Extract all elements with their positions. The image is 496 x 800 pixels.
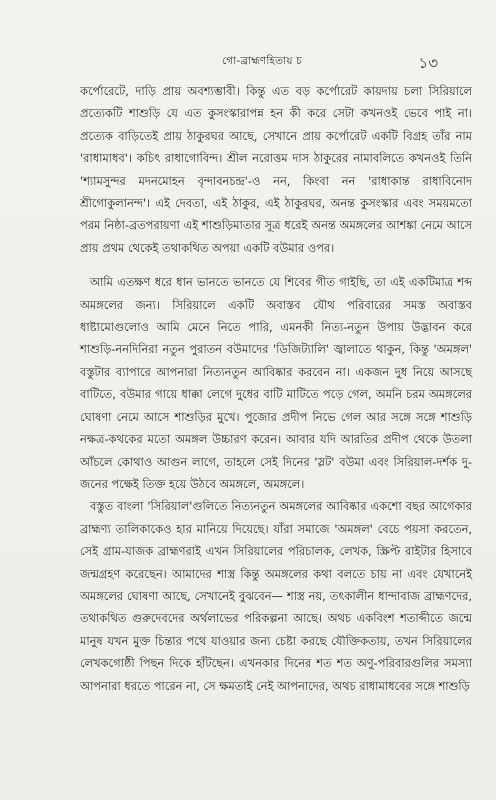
paragraph-2 [80, 271, 472, 495]
paragraph-1-text: কর্পোরেটে, দাড়ি প্রায় অবশ্যম্ভাবী। কিন্তু এত বড় কর্পোরেট কায়দায় চলা সিরিয়ালে প্রত্যেকটি শাশুড়ি যে এত কুসংস্কারাপন্ন হন কী করে সেটা কখনওই ভেবে পাই না। প্রত্যেক বাড়িতেই প্রায় ঠাকুরঘর আছে, সেখানে প্রায় কর্পোরেট একটি বিগ্রহ তাঁর নাম 'রাধামাধব'। কচিৎ রাধাগোবিন্দ। শ্রীল নরোত্তম দাস ঠাকুরের নামাবলিতে কখনওই তিনি 'শ্যামসুন্দর মদনমোহন বৃন্দাবনচন্দ্র'-ও নন, কিংবা নন 'রাধাকান্ত রাধাবিনোদ শ্রীগোকুলানন্দ'। এই দেবতা, এই ঠাকুর, এই ঠাকুরঘর, অনন্ত কুসংস্কার এবং সময়মতো পরম নিষ্ঠা-ব্রতপরায়ণা এই শাশুড়িমাতার সূত্র ধরেই অনন্ত অমঙ্গলের আশঙ্কা নেমে আসে প্রায় প্রথম থেকেই তথাকথিত অপয়া একটি বউমার ওপর। [80, 84, 472, 255]
paragraph-3 [80, 495, 472, 697]
running-header [78, 52, 446, 72]
page-number: ১৩ [418, 54, 438, 72]
paragraph-1 [80, 80, 472, 259]
running-title: গো-ব্রাহ্মণহিতায় চ [221, 55, 302, 67]
paragraph-3-text: বস্তুত বাংলা 'সিরিয়াল'গুলিতে নিত্যনতুন অমঙ্গলের আবিষ্কার একশো বছর আগেকার ব্রাহ্মণ্য তালিকাকেও হার মানিয়ে দিয়েছে। যাঁরা সমাজে 'অমঙ্গল' বেচে পয়সা করতেন, সেই গ্রাম-যাজক ব্রাহ্মণরাই এখন সিরিয়ালের পরিচালক, লেখক, স্ক্রিপ্ট রাইটার হিসাবে জন্মগ্রহণ করেছেন। আমাদের শাস্ত্র কিন্তু অমঙ্গলের কথা বলতে চায় না এবং যেখানেই অমঙ্গলের ঘোষণা আছে, সেখানেই বুঝবেন— শাস্ত্র নয়, তৎকালীন ধান্দাবাজ ব্রাহ্মণদের, তথাকথিত গুরুদেবদের অর্থলাভের পরিকল্পনা আছে। অথচ একবিংশ শতাব্দীতে জন্মে মানুষ যখন মুক্ত চিন্তার পথে যাওয়ার জন্য চেষ্টা করছে যৌক্তিকতায়, তখন সিরিয়ালের লেখকগোষ্ঠী পিছন দিকে হাঁটছেন। এখনকার দিনের শত শত অণু-পরিবারগুলির সমস্যা আপনারা ধরতে পারেন না, সে ক্ষমতাই নেই আপনাদের, অথচ রাধামাধবের সঙ্গে শাশুড়ি [80, 499, 472, 693]
paragraph-2-text: আমি এতক্ষণ ধরে ধান ভানতে ভানতে যে শিবের গীত গাইছি, তা এই একটিমাত্র শব্দ অমঙ্গলের জন্য। সিরিয়ালে একটি অবাস্তব যৌথ পরিবারের সমস্ত অবাস্তব ধাষ্টামোগুলোও আমি মেনে নিতে পারি, এমনকী নিত্য-নতুন উপায় উদ্ভাবন করে শাশুড়ি-ননদিনিরা নতুন পুরাতন বউমাদের 'ডিজিট্যালি' জ্বালাতে থাকুন, কিন্তু 'অমঙ্গল' বস্তুটার ব্যাপারে আপনারা নিত্যনতুন আবিষ্কার করবেন না। একজন দুধ নিয়ে আসছে বাটিতে, বউমার গায়ে ধাক্কা লেগে দুধের বাটি মাটিতে পড়ে গেল, অমনি চরম অমঙ্গলের ঘোষণা নেমে আসে শাশুড়ির মুখে। পুজোর প্রদীপ নিভে গেল আর সঙ্গে সঙ্গে শাশুড়ি নক্ষত্র-কথকের মতো অমঙ্গল উচ্চারণ করেন। আবার যদি আরতির প্রদীপ থেকে উতলা আঁচলে কোথাও আগুন লাগে, তাহলে সেই দিনের 'স্লট' বউমা এবং সিরিয়াল-দর্শক দু-জনের পক্ষেই তিক্ত হয়ে উঠবে অমঙ্গলে, অমঙ্গলে। [80, 275, 472, 491]
body-text [80, 80, 472, 697]
